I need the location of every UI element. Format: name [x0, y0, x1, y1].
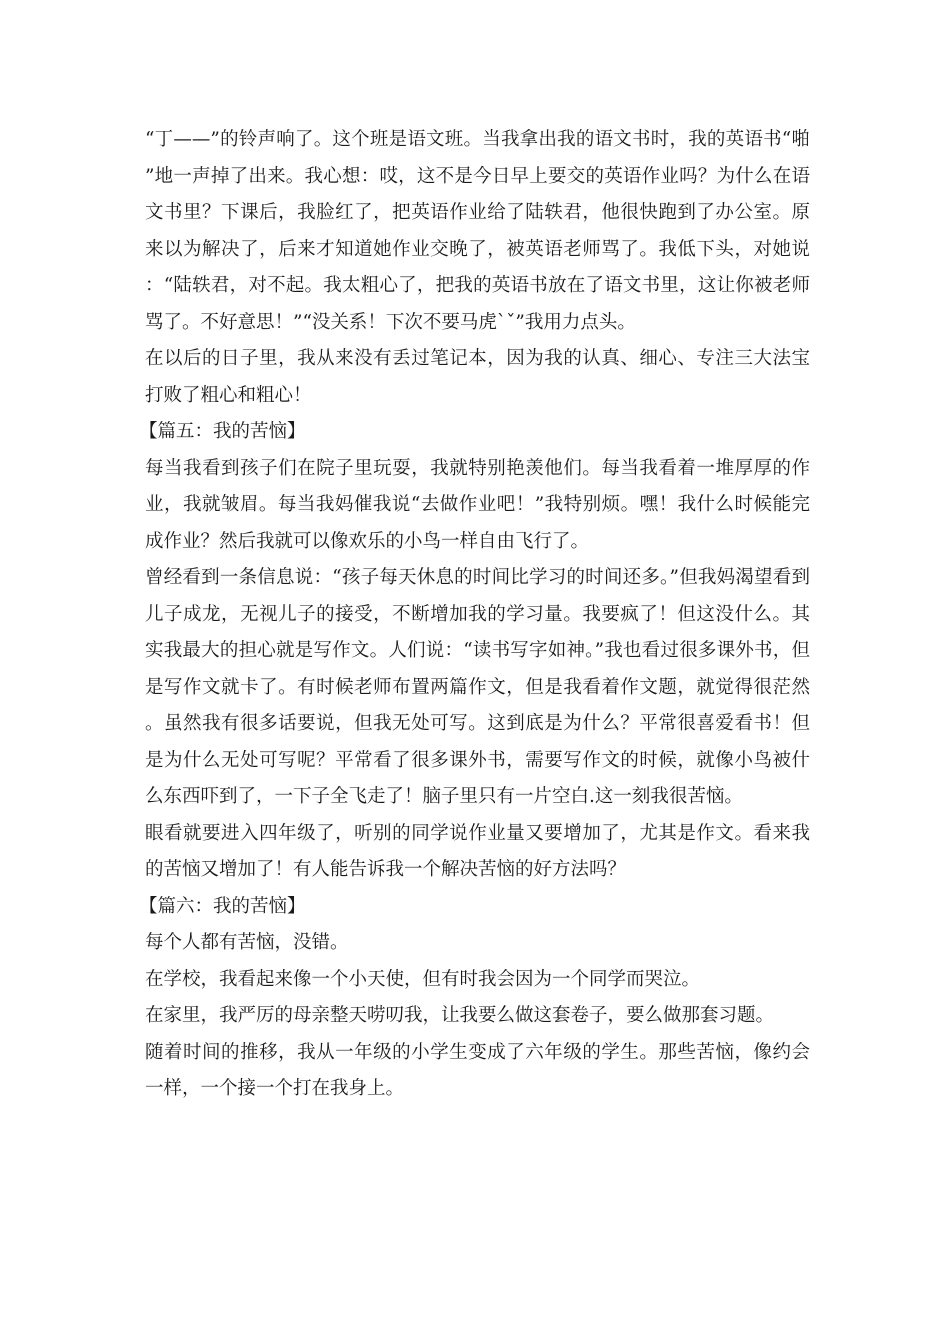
- section-heading: 【篇六：我的苦恼】: [139, 895, 306, 917]
- paragraph: 随着时间的推移，我从一年级的小学生变成了六年级的学生。那些苦恼，像约会一样，一个接一个打在我身上。: [145, 1041, 810, 1099]
- paragraph: 在以后的日子里，我从来没有丢过笔记本，因为我的认真、细心、专注三大法宝打败了粗心和粗心！: [145, 348, 810, 406]
- paragraph: “丁——”的铃声响了。这个班是语文班。当我拿出我的语文书时，我的英语书“啪”地一声掉了出来。我心想：哎，这不是今日早上要交的英语作业吗？为什么在语文书里？下课后，我脸红了，把英语作业给了陆轶君，他很快跑到了办公室。原来以为解决了，后来才知道她作业交晚了，被英语老师骂了。我低下头，对她说：“陆轶君，对不起。我太粗心了，把我的英语书放在了语文书里，这让你被老师骂了。不好意思！”“没关系！下次不要马虎ˋˇ”我用力点头。: [145, 129, 810, 333]
- paragraph: 每个人都有苦恼，没错。: [145, 932, 349, 953]
- paragraph: 在学校，我看起来像一个小天使，但有时我会因为一个同学而哭泣。: [145, 968, 701, 990]
- paragraph: 眼看就要进入四年级了，听别的同学说作业量又要增加了，尤其是作文。看来我的苦恼又增加了！有人能告诉我一个解决苦恼的好方法吗？: [145, 822, 810, 880]
- paragraph: 每当我看到孩子们在院子里玩耍，我就特别艳羡他们。每当我看着一堆厚厚的作业，我就皱眉。每当我妈催我说“去做作业吧！”我特别烦。嘿！我什么时候能完成作业？然后我就可以像欢乐的小鸟一样自由飞行了。: [145, 457, 810, 552]
- section-heading: 【篇五：我的苦恼】: [139, 421, 306, 442]
- paragraph: 在家里，我严厉的母亲整天唠叨我，让我要么做这套卷子，要么做那套习题。: [145, 1005, 775, 1026]
- document-body: [139, 122, 810, 1108]
- paragraph: 曾经看到一条信息说：“孩子每天休息的时间比学习的时间还多。”但我妈渴望看到儿子成龙，无视儿子的接受，不断增加我的学习量。我要疯了！但这没什么。其实我最大的担心就是写作文。人们说：“读书写字如神。”我也看过很多课外书，但是写作文就卡了。有时候老师布置两篇作文，但是我看着作文题，就觉得很茫然。虽然我有很多话要说，但我无处可写。这到底是为什么？平常很喜爱看书！但是为什么无处可写呢？平常看了很多课外书，需要写作文的时候，就像小鸟被什么东西吓到了，一下子全飞走了！脑子里只有一片空白.这一刻我很苦恼。: [145, 567, 810, 807]
